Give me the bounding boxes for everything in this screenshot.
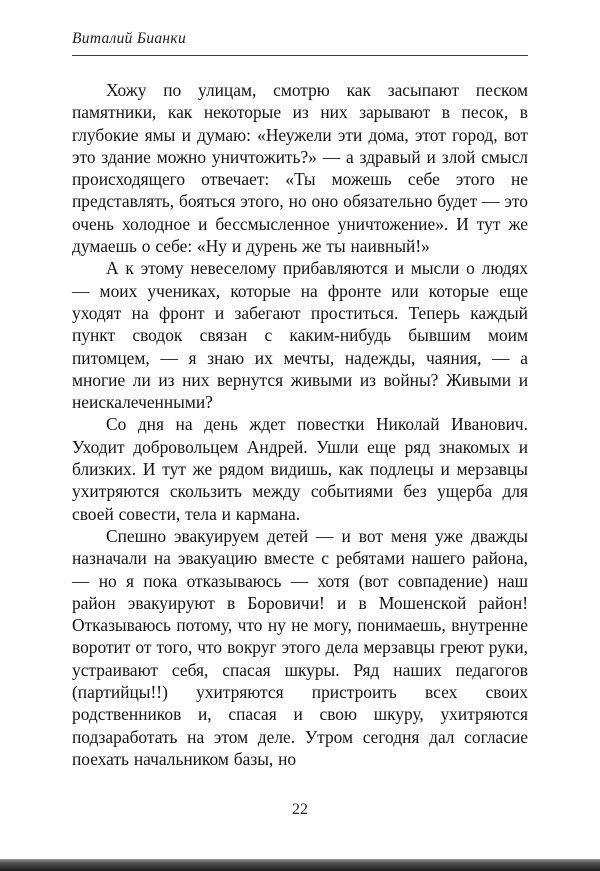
paragraph: Со дня на день ждет повестки Николай Иванович. Уходит добровольцем Андрей. Ушли еще ряд знакомых и близких. И тут же рядом видишь, как подлецы и мерзавцы ухитряются скользить между событиями без ущерба для своей совести, тела и кармана. — [72, 414, 528, 524]
header-rule — [72, 55, 528, 56]
page-number: 22 — [292, 801, 308, 818]
author-name: Виталий Бианки — [72, 30, 187, 47]
running-header — [72, 30, 528, 56]
paragraph: Хожу по улицам, смотрю как засыпают песком памятники, как некоторые из них зарывают в песок, в глубокие ямы и думаю: «Неужели эти дома, этот город, вот это здание можно уничтожить?» — а здравый и злой смысл происходящего отвечает: «Ты можешь себе этого не представлять, бояться этого, но оно обязательно будет — это очень холодное и бессмысленное уничтожение». И тут же думаешь о себе: «Ну и дурень же ты наивный!» — [72, 80, 528, 257]
page-body — [72, 79, 528, 770]
paragraph: Спешно эвакуируем детей — и вот меня уже дважды назначали на эвакуацию вместе с ребятами нашего района, — но я пока отказываюсь — хотя (вот совпадение) наш район эвакуируют в Боровичи! и в Мошенской район! Отказываюсь потому, что ну не могу, понимаешь, внутренне воротит от того, что вокруг этого дела мерзавцы греют руки, устраивают себя, спасая шкуры. Ряд наших педагогов (партийцы!!) ухитряются пристроить всех своих родственников и, спасая и свою шкуру, ухитряются подзаработать на этом деле. Утром сегодня дал согласие поехать начальником базы, но — [72, 525, 528, 769]
paragraph: А к этому невеселому прибавляются и мысли о людях — моих учениках, которые на фронте или которые еще уходят на фронт и забегают проститься. Теперь каждый пункт сводок связан с каким-нибудь бывшим моим питомцем, — я знаю их мечты, надежды, чаяния, — а многие ли из них вернутся живыми из войны? Живыми и неискалеченными? — [72, 258, 528, 413]
scan-edge-artifact — [0, 859, 600, 871]
